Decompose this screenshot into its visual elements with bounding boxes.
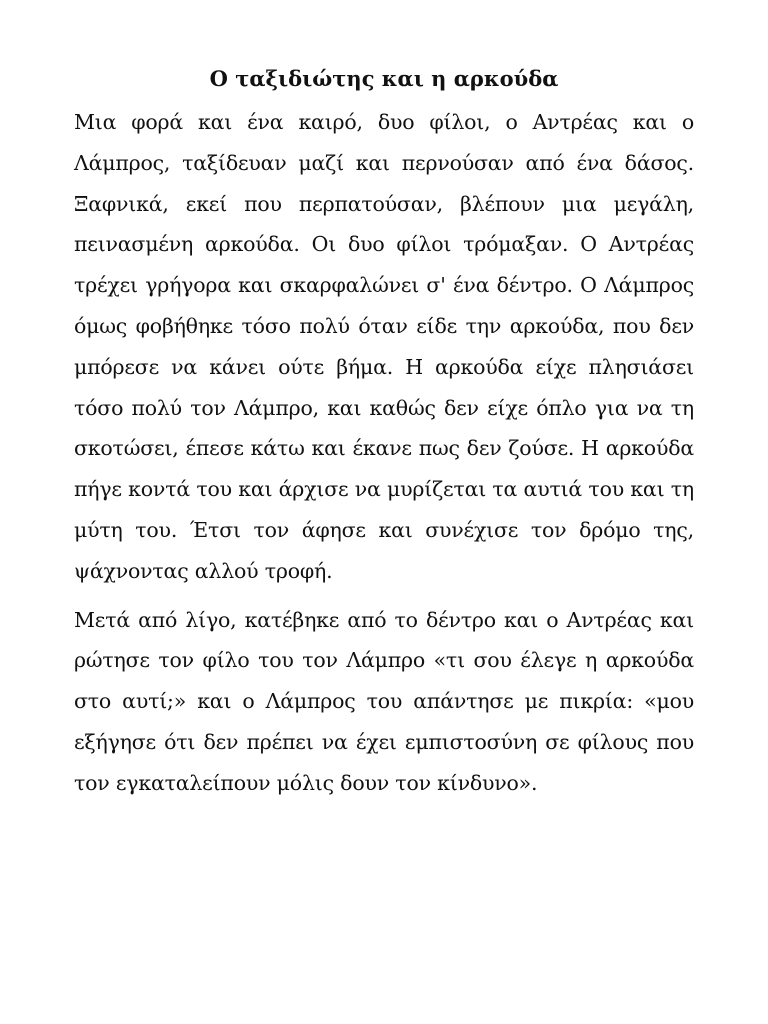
- paragraph-1: Μια φορά και ένα καιρό, δυο φίλοι, ο Αντρέας και ο Λάμπρος, ταξίδευαν μαζί και περνούσαν από ένα δάσος. Ξαφνικά, εκεί που περπατούσαν, βλέπουν μια μεγάλη, πεινασμένη αρκούδα. Οι δυο φίλοι τρόμαξαν. Ο Αντρέας τρέχει γρήγορα και σκαρφαλώνει σ' ένα δέντρο. Ο Λάμπρος όμως φοβήθηκε τόσο πολύ όταν είδε την αρκούδα, που δεν μπόρεσε να κάνει ούτε βήμα. Η αρκούδα είχε πλησιάσει τόσο πολύ τον Λάμπρο, και καθώς δεν είχε όπλο για να τη σκοτώσει, έπεσε κάτω και έκανε πως δεν ζούσε. Η αρκούδα πήγε κοντά του και άρχισε να μυρίζεται τα αυτιά του και τη μύτη του. Έτσι τον άφησε και συνέχισε τον δρόμο της, ψάχνοντας αλλού τροφή.: [74, 110, 694, 583]
- document-title: Ο ταξιδιώτης και η αρκούδα: [209, 66, 559, 91]
- document-page: [74, 62, 694, 812]
- paragraph-2: Μετά από λίγο, κατέβηκε από το δέντρο και ο Αντρέας και ρώτησε τον φίλο του τον Λάμπρο «τι σου έλεγε η αρκούδα στο αυτί;» και ο Λάμπρος του απάντησε με πικρία: «μου εξήγησε ότι δεν πρέπει να έχει εμπιστοσύνη σε φίλους που τον εγκαταλείπουν μόλις δουν τον κίνδυνο».: [74, 607, 694, 795]
